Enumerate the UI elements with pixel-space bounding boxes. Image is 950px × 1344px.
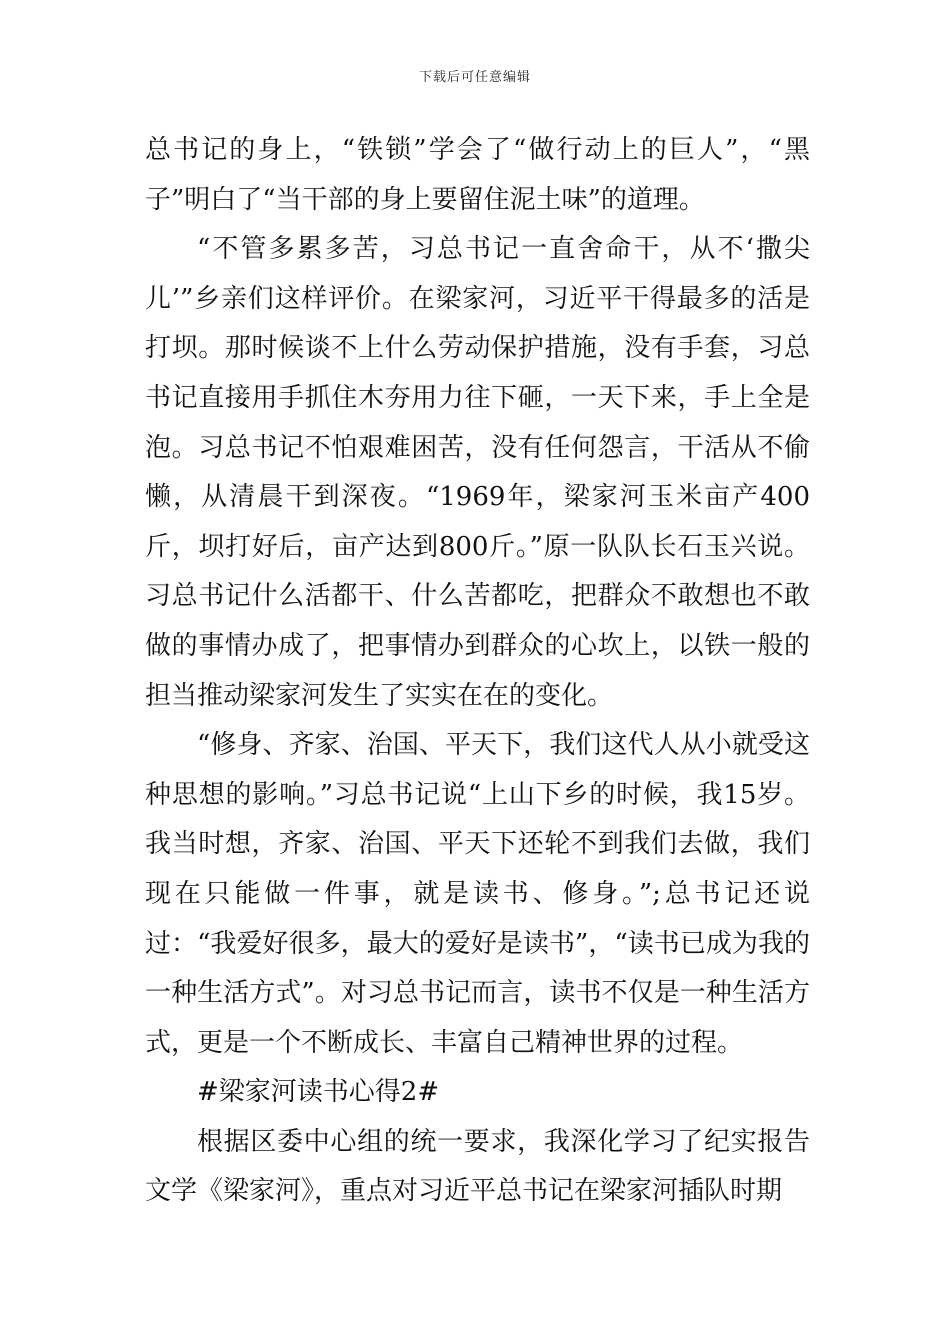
section-heading: #梁家河读书心得2# bbox=[197, 1077, 440, 1108]
paragraph-4: 根据区委中心组的统一要求，我深化学习了纪实报告文学《梁家河》，重点对习近平总书记在梁家河插队时期 bbox=[145, 1126, 810, 1207]
document-body bbox=[145, 126, 810, 1217]
page-header: 下载后可任意编辑 bbox=[418, 70, 531, 85]
paragraph-2: “不管多累多苦，习总书记一直舍命干，从不‘撒尖儿’”乡亲们这样评价。在梁家河，习近平干得最多的活是打坝。那时候谈不上什么劳动保护措施，没有手套，习总书记直接用手抓住木夯用力往下砸，一天下来，手上全是泡。习总书记不怕艰难困苦，没有任何怨言，干活从不偷懒，从清晨干到深夜。“1969年，梁家河玉米亩产400斤，坝打好后，亩产达到800斤。”原一队队长石玉兴说。习总书记什么活都干、什么苦都吃，把群众不敢想也不敢做的事情办成了，把事情办到群众的心坎上，以铁一般的担当推动梁家河发生了实实在在的变化。 bbox=[145, 234, 810, 711]
paragraph-3: “修身、齐家、治国、平天下，我们这代人从小就受这种思想的影响。”习总书记说“上山下乡的时候，我15岁。我当时想，齐家、治国、平天下还轮不到我们去做，我们现在只能做一件事，就是读书、修身。”;总书记还说过：“我爱好很多，最大的爱好是读书”，“读书已成为我的一种生活方式”。对习总书记而言，读书不仅是一种生活方式，更是一个不断成长、丰富自己精神世界的过程。 bbox=[145, 730, 810, 1058]
paragraph-1: 总书记的身上，“铁锁”学会了“做行动上的巨人”，“黑子”明白了“当干部的身上要留住泥土味”的道理。 bbox=[145, 135, 810, 215]
